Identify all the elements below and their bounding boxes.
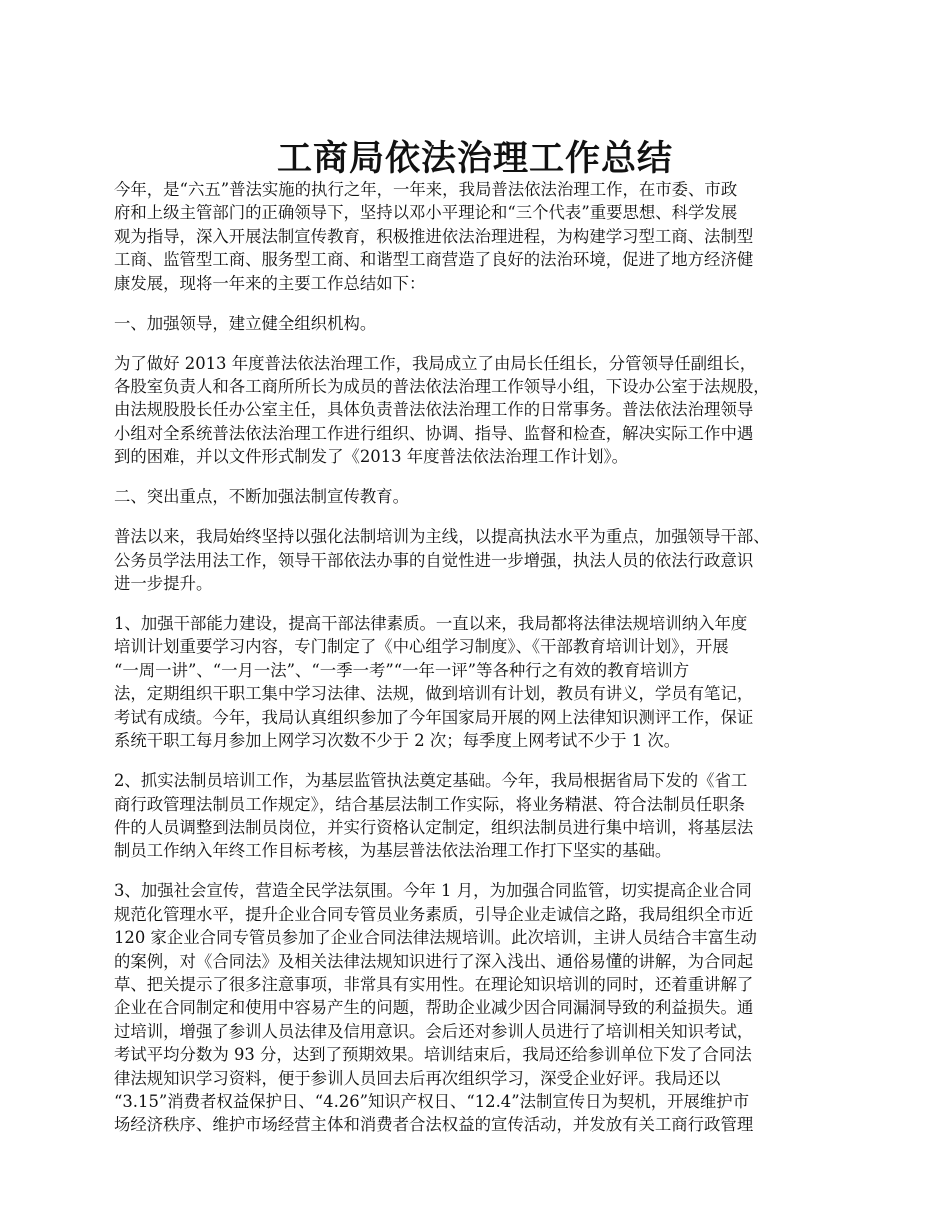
text-line: 规范化管理水平，提升企业合同专管员业务素质，引导企业走诚信之路，我局组织全市近 (114, 904, 754, 924)
text-line: 为了做好 2013 年度普法依法治理工作，我局成立了由局长任组长，分管领导任副组长， (114, 353, 757, 373)
text-line: 二、突出重点，不断加强法制宣传教育。 (114, 487, 410, 507)
paragraph (114, 485, 852, 508)
text-line: 件的人员调整到法制员岗位，并实行资格认定制定，组织法制员进行集中培训，将基层法 (114, 817, 754, 837)
paragraph (114, 612, 852, 752)
text-line: 的案例，对《合同法》及相关法律法规知识进行了深入浅出、通俗易懂的讲解，为合同起 (114, 951, 754, 971)
text-line: 考试平均分数为 93 分，达到了预期效果。培训结束后，我局还给参训单位下发了合同法 (114, 1045, 752, 1065)
text-line: 各股室负责人和各工商所所长为成员的普法依法治理工作领导小组，下设办公室于法规股， (114, 377, 770, 397)
text-line: 到的困难，并以文件形式制发了《2013 年度普法依法治理工作计划》。 (114, 447, 629, 467)
text-line: 草、把关提示了很多注意事项，非常具有实用性。在理论知识培训的同时，还着重讲解了 (114, 974, 754, 994)
paragraph (114, 525, 852, 595)
text-line: 商行政管理法制员工作规定》，结合基层法制工作实际，将业务精湛、符合法制员任职条 (114, 794, 746, 814)
text-line: 公务员学法用法工作，领导干部依法办事的自觉性进一步增强，执法人员的依法行政意识 (114, 550, 754, 570)
text-line: 考试有成绩。今年，我局认真组织参加了今年国家局开展的网上法律知识测评工作，保证 (114, 707, 754, 727)
text-line: 2、抓实法制员培训工作，为基层监管执法奠定基础。今年，我局根据省局下发的《省工 (114, 771, 748, 791)
paragraph (114, 879, 852, 1136)
text-line: 3、加强社会宣传，营造全民学法氛围。今年 1 月，为加强合同监管，切实提高企业合同 (114, 881, 752, 901)
text-line: 场经济秩序、维护市场经营主体和消费者合法权益的宣传活动，并发放有关工商行政管理 (114, 1115, 754, 1135)
text-line: 工商、监管型工商、服务型工商、和谐型工商营造了良好的法治环境，促进了地方经济健 (114, 250, 754, 270)
text-line: 今年，是“六五”普法实施的执行之年，一年来，我局普法依法治理工作，在市委、市政 (114, 180, 738, 199)
text-line: “一周一讲”、“一月一法”、“一季一考”“一年一评”等各种行之有效的教育培训方 (114, 660, 690, 680)
document-body (114, 178, 852, 1153)
text-line: 120 家企业合同专管员参加了企业合同法律法规培训。此次培训，主讲人员结合丰富生动 (114, 928, 757, 948)
text-line: 过培训，增强了参训人员法律及信用意识。会后还对参训人员进行了培训相关知识考试， (114, 1021, 754, 1041)
text-line: 法，定期组织干职工集中学习法律、法规，做到培训有计划，教员有讲义，学员有笔记， (114, 684, 754, 704)
text-line: 小组对全系统普法依法治理工作进行组织、协调、指导、监督和检查，解决实际工作中遇 (114, 423, 754, 443)
text-line: 由法规股股长任办公室主任，具体负责普法依法治理工作的日常事务。普法依法治理领导 (114, 400, 754, 420)
text-line: 1、加强干部能力建设，提高干部法律素质。一直以来，我局都将法律法规培训纳入年度 (114, 614, 748, 634)
text-line: 企业在合同制定和使用中容易产生的问题，帮助企业减少因合同漏洞导致的利益损失。通 (114, 998, 754, 1018)
text-line: 制员工作纳入年终工作目标考核，为基层普法依法治理工作打下坚实的基础。 (114, 841, 672, 861)
text-line: 普法以来，我局始终坚持以强化法制培训为主线，以提高执法水平为重点，加强领导干部、 (114, 527, 770, 547)
text-line: 进一步提升。 (114, 574, 213, 594)
paragraph (114, 769, 852, 863)
text-line: 康发展，现将一年来的主要工作总结如下： (114, 273, 426, 293)
text-line: 府和上级主管部门的正确领导下，坚持以邓小平理论和“三个代表”重要思想、科学发展 (114, 203, 738, 223)
paragraph (114, 352, 852, 469)
text-line: 律法规知识学习资料，便于参训人员回去后再次组织学习，深受企业好评。我局还以 (114, 1068, 721, 1088)
text-line: 系统干职工每月参加上网学习次数不少于 2 次；每季度上网考试不少于 1 次。 (114, 731, 681, 751)
text-line: 一、加强领导，建立健全组织机构。 (114, 313, 377, 333)
paragraph (114, 178, 852, 295)
document-title: 工商局依法治理工作总结 (276, 138, 673, 180)
text-line: 培训计划重要学习内容，专门制定了《中心组学习制度》、《干部教育培训计划》，开展 (114, 637, 729, 657)
paragraph (114, 312, 852, 335)
text-line: 观为指导，深入开展法制宣传教育，积极推进依法治理进程，为构建学习型工商、法制型 (114, 226, 754, 246)
text-line: “3.15”消费者权益保护日、“4.26”知识产权日、“12.4”法制宣传日为契机，开展维护市 (114, 1091, 750, 1111)
